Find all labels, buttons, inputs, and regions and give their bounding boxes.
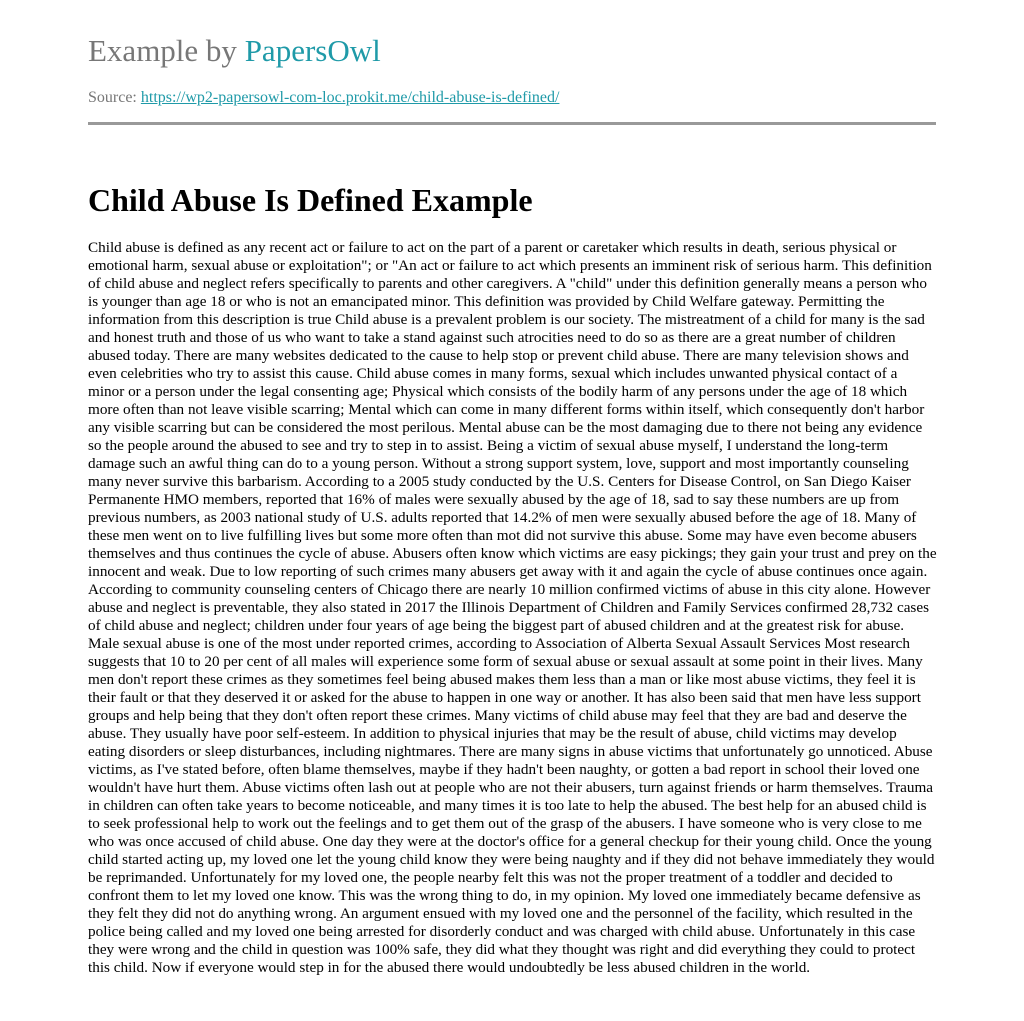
source-label: Source:: [88, 89, 141, 106]
header-divider: [88, 122, 936, 125]
brand-name: PapersOwl: [244, 33, 381, 68]
article-body: Child abuse is defined as any recent act or failure to act on the part of a parent or caretaker which results in death, serious physical or emotional harm, sexual abuse or exploitation"; or "An act or failure to act which presents an imminent risk of serious harm. This definition of child abuse and neglect refers specifically to parents and other caregivers. A "child" under this definition generally means a person who is younger than age 18 or who is not an emancipated minor. This definition was provided by Child Welfare gateway. Permitting the information from this description is true Child abuse is a prevalent problem is our society. The mistreatment of a child for many is the sad and honest truth and those of us who want to take a stand against such atrocities need to do so as there are a great number of children abused today. There are many websites dedicated to the cause to help stop or prevent child abuse. There are many television shows and even celebrities who try to assist this cause. Child abuse comes in many forms, sexual which includes unwanted physical contact of a minor or a person under the legal consenting age; Physical which consists of the bodily harm of any persons under the age of 18 which more often than not leave visible scarring; Mental which can come in many different forms within itself, which consequently don't harbor any visible scarring but can be considered the most perilous. Mental abuse can be the most damaging due to there not being any evidence so the people around the abused to see and try to step in to assist. Being a victim of sexual abuse myself, I understand the long-term damage such an awful thing can do to a young person. Without a strong support system, love, support and most importantly counseling many never survive this barbarism. According to a 2005 study conducted by the U.S. Centers for Disease Control, on San Diego Kaiser Permanente HMO members, reported that 16% of males were sexually abused by the age of 18, sad to say these numbers are up from previous numbers, as 2003 national study of U.S. adults reported that 14.2% of men were sexually abused before the age of 18. Many of these men went on to live fulfilling lives but some more often than mot did not survive this abuse. Some may have even become abusers themselves and thus continues the cycle of abuse. Abusers often know which victims are easy pickings; they gain your trust and prey on the innocent and weak. Due to low reporting of such crimes many abusers get away with it and again the cycle of abuse continues once again. According to community counseling centers of Chicago there are nearly 10 million confirmed victims of abuse in this city alone. However abuse and neglect is preventable, they also stated in 2017 the Illinois Department of Children and Family Services confirmed 28,732 cases of child abuse and neglect; children under four years of age being the biggest part of abused children and at the greatest risk for abuse. Male sexual abuse is one of the most under reported crimes, according to Association of Alberta Sexual Assault Services Most research suggests that 10 to 20 per cent of all males will experience some form of sexual abuse or sexual assault at some point in their lives. Many men don't report these crimes as they sometimes feel being abused makes them less than a man or like most abuse victims, they feel it is their fault or that they deserved it or asked for the abuse to happen in one way or another. It has also been said that men have less support groups and help being that they don't often report these crimes. Many victims of child abuse may feel that they are bad and deserve the abuse. They usually have poor self-esteem. In addition to physical injuries that may be the result of abuse, child victims may develop eating disorders or sleep disturbances, including nightmares. There are many signs in abuse victims that unfortunately go unnoticed. Abuse victims, as I've stated before, often blame themselves, maybe if they hadn't been naughty, or gotten a bad report in school their loved one wouldn't have hurt them. Abuse victims often lash out at people who are not their abusers, turn against friends or harm themselves. Trauma in children can often take years to become noticeable, and many times it is too late to help the abused. The best help for an abused child is to seek professional help to work out the feelings and to get them out of the grasp of the abusers. I have someone who is very close to me who was once accused of child abuse. One day they were at the doctor's office for a general checkup for their young child. Once the young child started acting up, my loved one let the young child know they were being naughty and if they did not behave immediately they would be reprimanded. Unfortunately for my loved one, the people nearby felt this was not the proper treatment of a toddler and decided to confront them to let my loved one know. This was the wrong thing to do, in my opinion. My loved one immediately became defensive as they felt they did not do anything wrong. An argument ensued with my loved one and the personnel of the facility, which resulted in the police being called and my loved one being arrested for disorderly conduct and was charged with child abuse. Unfortunately in this case they were wrong and the child in question was 100% safe, they did what they thought was right and did everything they could to protect this child. Now if everyone would step in for the abused there would undoubtedly be less abused children in the world.: [88, 239, 937, 976]
article-title: Child Abuse Is Defined Example: [88, 182, 533, 218]
source-line: [88, 88, 559, 108]
brand-prefix: Example by: [88, 33, 245, 68]
brand-line: [88, 31, 381, 71]
source-link[interactable]: https://wp2-papersowl-com-loc.prokit.me/child-abuse-is-defined/: [140, 89, 560, 106]
